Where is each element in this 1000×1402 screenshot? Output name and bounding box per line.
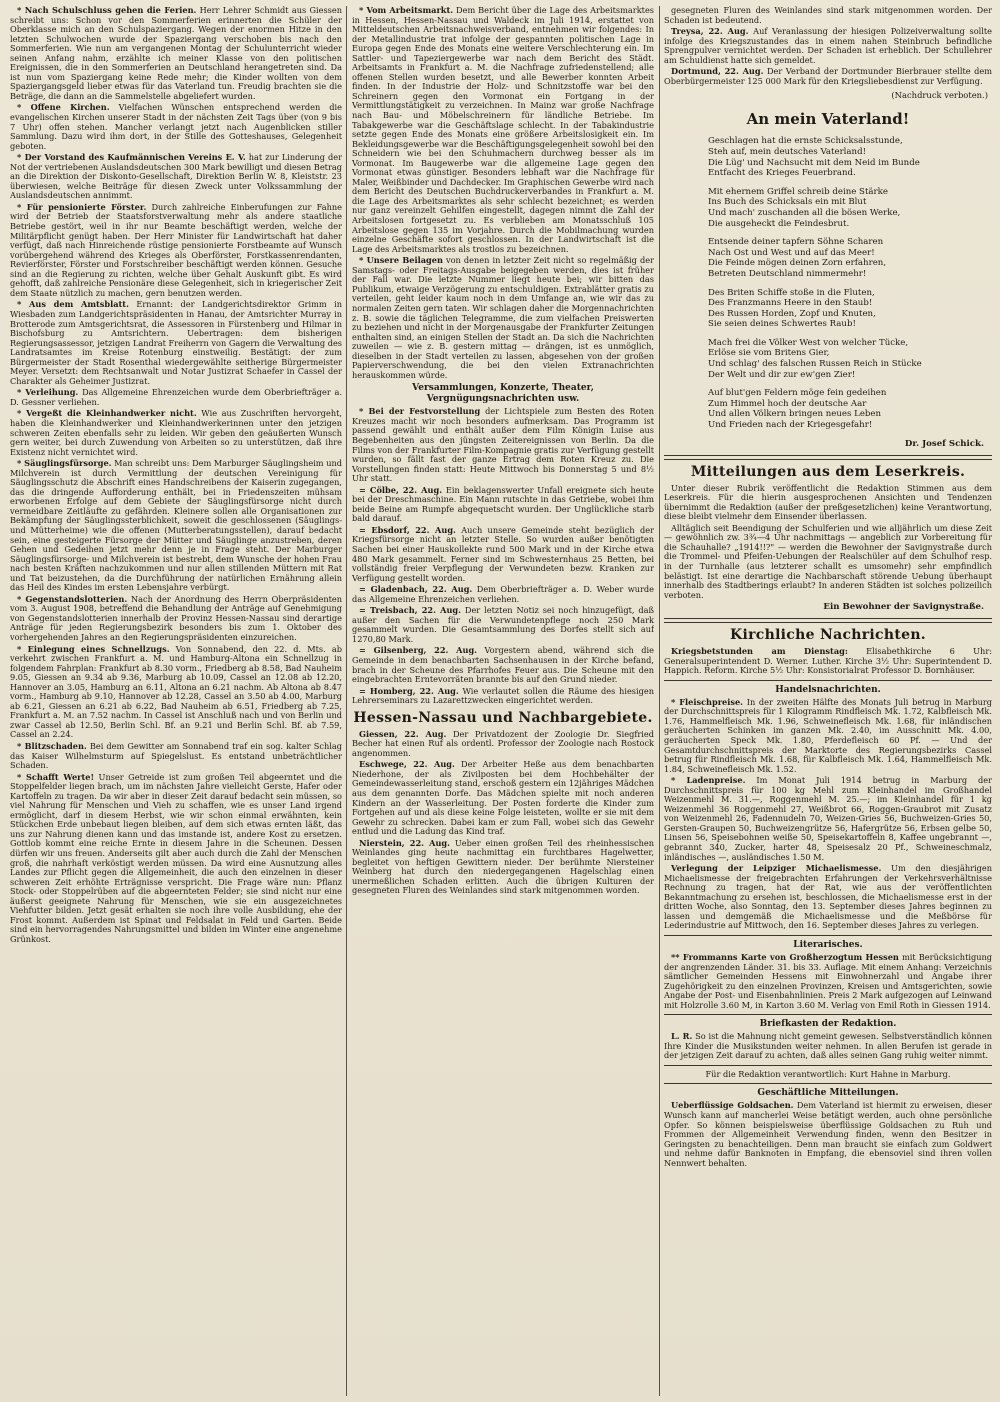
- divider: [664, 1065, 992, 1066]
- trade-section-title: Handelsnachrichten.: [775, 684, 881, 695]
- poem-stanza: [708, 136, 984, 178]
- poem-line: Mit ehernem Griffel schreib deine Stärke: [708, 186, 888, 197]
- poem-line: Ins Buch des Schicksals ein mit Blut: [708, 197, 867, 208]
- article-paragraph: Nierstein, 22. Aug. Ueber einen großen Teil des rheinhessischen Weinlandes ging heute nachmittag ein furchtbares Hagelwetter, begleitet von heftigen Gewittern nieder. Der berühmte Niersteiner Weinberg hat durch den niedergegangenen Hagelschlag einen unermeßlichen Schaden erlitten. Auch die übrigen Kulturen der gesegneten Fluren des Weinlandes sind stark mitgenommen worden.: [352, 837, 654, 896]
- article-paragraph: Treysa, 22. Aug. Auf Veranlassung der hiesigen Polizeiverwaltung sollte infolge des Kriegszustandes das in einem nahen Steinbruch befindliche Sprengpulver vernichtet werden. Der Schaden ist erheblich. Der Schullehrer am Schuldienst hatte sich gemeldet.: [664, 26, 992, 65]
- column-middle: [352, 6, 654, 1396]
- article-paragraph: = Treisbach, 22. Aug. Der letzten Notiz sei noch hinzugefügt, daß außer den Sachen für die Verwundetenpflege noch 250 Mark gesammelt wurden. Die Gesamtsammlung des Dorfes stellt sich auf 1270,80 Mark.: [352, 605, 654, 644]
- local-news-continued: [664, 6, 992, 86]
- poem-line: Zum Himmel hoch der deutsche Aar: [708, 398, 867, 409]
- poem-line: Und schlag' des falschen Russen Reich in Stücke: [708, 359, 922, 370]
- poem-stanza: [708, 187, 984, 229]
- article-paragraph: gesegneten Fluren des Weinlandes sind stark mitgenommen worden. Der Schaden ist bedeutend.: [664, 6, 992, 25]
- divider: [664, 1014, 992, 1015]
- responsible-editor: Für die Redaktion verantwortlich: Kurt Hahne in Marburg.: [705, 1068, 951, 1079]
- article-paragraph: * Vergeßt die Kleinhandwerker nicht. Wie aus Zuschriften hervorgeht, haben die Kleinhandwerker und Kleinhandwerkerinnen unter den jetzigen schweren Zeiten ebenfalls sehr zu leiden. Wir geben den geäußerten Wunsch gern weiter, bei durch Zuwendung von Arbeiten so zu unterstützen, daß ihre Existenz nicht vernichtet wird.: [10, 408, 342, 457]
- divider: [664, 1083, 992, 1084]
- column-rule-1: [346, 6, 347, 1396]
- poem-line: Steh auf, mein deutsches Vaterland!: [708, 146, 867, 157]
- literature-notice: ** Frommanns Karte von Großherzogtum Hessen mit Berücksichtigung der angrenzenden Länder. 31. bis 33. Auflage. Mit einem Anhang: Verzeichnis sämtlicher Gemeinden Hessens mit Einwohnerzahl und Angabe ihrer Zugehörigkeit zu den einzelnen Provinzen, Kreisen und Amtsgerichten, sowie Angabe der Post- und Eisenbahnlinien. Preis 2 Mark aufgezogen auf Leinwand mit Holzrolle 3.60 M, in Karton 3.60 M. Verlag von Emil Roth in Giessen 1914.: [664, 951, 992, 1010]
- business-notice: Ueberflüssige Goldsachen. Dem Vaterland ist hiermit zu erweisen, dieser Wunsch kann auf mancherlei Weise betätigt werden, auch ohne persönliche Opfer. So können beispielsweise überflüssige Goldsachen zu Ruh und Frommen der Allgemeinheit Verwendung finden, wenn den Besitzer in Geringsten zu benachteiligen. Denn man braucht sie einfach zum Goldwert und nehme dafür Banknoten in Empfang, die ebensoviel sind ihren vollen Nennwert behalten.: [664, 1100, 992, 1168]
- church-notice: Kriegsbetstunden am Dienstag: Elisabethkirche 6 Uhr: Generalsuperintendent D. Werner. Luther. Kirche 3½ Uhr: Superintendent D. Happich. Reform. Kirche 5½ Uhr: Konsistorialrat Professor D. Bornhäuser.: [664, 646, 992, 676]
- article-paragraph: * Verleihung. Das Allgemeine Ehrenzeichen wurde dem Oberbriefträger a. D. Gessner verliehen.: [10, 387, 342, 407]
- article-paragraph: * Schafft Werte! Unser Getreide ist zum großen Teil abgeerntet und die Stoppelfelder liegen brach, um im nächsten Jahre vielleicht Gerste, Hafer oder Kartoffeln zu tragen. Da wir aber in dieser Zeit darauf bedacht sein müssen, so viel Nahrung für Menschen und Vieh zu schaffen, wie es unser Land irgend ermöglicht, darf in diesem Herbst, wie wir schon einmal erwähnten, kein Stückchen Erde unbebaut liegen bleiben, auf dem sich etwas ernten läßt, das uns zur Nahrung dienen kann und das imstande ist, andere Kost zu ersetzen. Gottlob kommt eine reiche Ernte in diesem Jahre in die Scheunen. Dessen dürfen wir uns freuen. Anderseits gilt aber auch durch die Zahl der Menschen groß, die nahrhaft verköstigt werden müssen. Da wird eine Ausnutzung alles Landes zur Pflicht gegen die Allgemeinheit, die auch den einzelnen in dieser schweren Zeit erhöhte Erträgnisse verspricht. Die Frage wäre nun: Pflanz Stock- oder Stoppelrüben auf die abgeernteten Felder; sie sind nicht nur eine äußerst geeignete Nahrung für Menschen, wie sie ein ausgezeichnetes Viehfutter bilden. Jetzt gesät erhalten sie noch ihre volle Ausbildung, ehe der Frost kommt. Außerdem ist Spinat und Feldsalat in Feld und Garten. Beide sind ein hervorragendes Nahrungsmittel und bilden im Winter eine angenehme Grünkost.: [10, 771, 342, 944]
- reprint-note: (Nachdruck verboten.): [891, 90, 988, 101]
- article-paragraph: * Gegenstandslotterien. Nach der Anordnung des Herrn Oberpräsidenten vom 3. August 1908, betreffend die Behandlung der Anträge auf Genehmigung von Gegenstandslotterien innerhalb der Provinz Hessen-Nassau sind derartige Anträge für jeden Regierungsbezirk besonders bis zum 1. Oktober des vorhergehenden Jahres an den Regierungspräsidenten einzureichen.: [10, 593, 342, 642]
- article-paragraph: * Offene Kirchen. Vielfachen Wünschen entsprechend werden die evangelischen Kirchen unserer Stadt in der nächsten Zeit Tags über (von 9 bis 7 Uhr) offen stehen. Mancher verlangt jetzt nach Augenblicken stiller Sammlung. Dazu wird ihm dort, in der Stille des Gotteshauses, Gelegenheit geboten.: [10, 102, 342, 151]
- article-paragraph: * Ladenpreise. Im Monat Juli 1914 betrug in Marburg der Durchschnittspreis für 100 kg Mehl zum Kleinhandel im Großhandel Weizenmehl M. 31.—, Roggenmehl M. 25.—; im Kleinhandel für 1 kg Weizenmehl 36 Roggenmehl 27, Weißbrot 66, Roggen-Graubrot mit Zusatz von Weizenmehl 26, Fadennudeln 70, Weizen-Gries 56, Buchweizen-Gries 50, Gersten-Graupen 50, Buchweizengrütze 56, Hafergrütze 56, Erbsen gelbe 50, Linsen 56, Speisebohnen weiße 50, Speisekartoffeln 8, Kaffee ungebrannt —, gebrannt 340, Zucker, harter 48, Speisesalz 20 Pf., Schweineschmalz, inländisches —, ausländisches 1.50 M.: [664, 775, 992, 862]
- column-rule-2: [659, 6, 660, 1396]
- section-heading: Versammlungen, Konzerte, Theater, Vergnügungsnachrichten usw.: [412, 383, 594, 405]
- poem-body: [664, 136, 992, 430]
- column-left: [10, 6, 342, 1396]
- poem-line: Betreten Deutschland nimmermehr!: [708, 268, 867, 279]
- article-paragraph: = Gilsenberg, 22. Aug. Vorgestern abend, während sich die Gemeinde in dem benachbarten Sachsenhausen in der Kirche befand, brach in der Scheune des Pfarrhofes Feuer aus. Die Scheune mit den eingebrachten Erntevorräten brannte bis auf den Grund nieder.: [352, 645, 654, 685]
- article-paragraph: * Blitzschaden. Bei dem Gewitter am Sonnabend traf ein sog. kalter Schlag das Kaiser Wilhelmsturm auf Spiegelslust. Es entstand unbeträchtlicher Schaden.: [10, 741, 342, 771]
- article-paragraph: * Vom Arbeitsmarkt. Dem Bericht über die Lage des Arbeitsmarktes in Hessen, Hessen-Nassau und Waldeck im Juli 1914, erstattet von Mitteldeutschen Arbeitsnachweisverband, entnehmen wir folgendes: In der Metallindustrie trat infolge der gespannten politischen Lage in Europa gegen Ende des Monats eine weitere Verschlechterung ein. Im Sattler- und Tapeziergewerbe war nach dem Bericht des Städt. Arbeitsamts in Frankfurt a. M. die Nachfrage zufriedenstellend; alle offenen Stellen wurden besetzt, und alle Bewerber konnten Arbeit finden. In der Industrie der Holz- und Schnitzstoffe war bei den Schreinern gegen den Vormonat ein Fortgang in der Vermittlungstätigkeit zu verzeichnen. In Mainz war große Nachfrage nach Bau- und Möbelschreinern für ländliche Betriebe. Im Tabakgewerbe war die Geschäftslage schlecht. In der Tabakindustrie setzte gegen Ende des Monats eine größere Arbeitslosigkeit ein. Im Bekleidungsgewerbe war die Beschäftigungsgelegenheit sowohl bei den Schneidern wie bei den Schuhmachern durchweg besser als im Vormonat. Im Baugewerbe war die allgemeine Lage gegen den Vormonat etwas günstiger. Besonders lebhaft war die Nachfrage für Maler, Weißbinder und Dachdecker. Im Graphischen Gewerbe wird nach dem Bericht des Deutschen Buchdruckerverbandes in Frankfurt a. M. die Lage des Arbeitsmarktes als sehr schlecht bezeichnet; es werden nur ganz vereinzelt Gehilfen eingestellt, dagegen nimmt die Zahl der Arbeitslosen fortgesetzt zu. Es verblieben am Monatsschluß 105 Arbeitslose gegen 135 im Vorjahre. Durch die Mobilmachung wurden einzelne Geschäfte sofort geschlossen. In der Landwirtschaft ist die Lage des Arbeitsmarktes als trostlos zu bezeichnen.: [352, 6, 654, 254]
- article-paragraph: = Gladenbach, 22. Aug. Dem Oberbriefträger a. D. Weber wurde das Allgemeine Ehrenzeichen verliehen.: [352, 584, 654, 604]
- article-paragraph: * Einlegung eines Schnellzugs. Von Sonnabend, den 22. d. Mts. ab verkehrt zwischen Frankfurt a. M. und Hamburg-Altona ein Schnellzug in folgendem Fahrplan: Frankfurt ab 8.30 vorm., Friedberg ab 8.58, Bad Nauheim 9.05, Giessen an 9.34 ab 9.36, Marburg ab 10.09, Cassel an 12.08 ab 12.20, Hannover an 3.05, Hamburg an 6.11, Altona an 6.21 nachm. Ab Altona ab 8.47 vorm., Hamburg ab 9.10, Hannover ab 12.28, Cassel an 3.50 ab 4.00, Marburg ab 6.21, Giessen an 6.21 ab 6.22, Bad Nauheim ab 6.51, Friedberg ab 7.25, Frankfurt a. M. an 7.52 nachm. In Cassel ist Anschluß nach und von Berlin und zwar Cassel ab 12.50, Berlin Schl. Bf. an 9.21 und Berlin Schl. Bf. ab 7.59, Cassel an 2.24.: [10, 643, 342, 740]
- article-paragraph: * Für pensionierte Förster. Durch zahlreiche Einberufungen zur Fahne wird der Betrieb der Staatsforstverwaltung mehr als andere staatliche Betriebe gestört, weil in ihr nur Beamte beschäftigt werden, welche der Militärpflicht genügt haben. Der Herr Minister für Landwirtschaft hat daher verfügt, daß nach Hinreichende rüstige pensionierte Forstbeamte auf Wunsch vorübergehend während des Krieges als Oberförster, Forstkassenrendanten, Revierförster, Förster und Forstschreiber beschäftigt werden können. Gesuche sind an die Regierung zu richten, welche über Gehalt Auskunft gibt. Es wird gehofft, daß zahlreiche Pensionäre diese Gelegenheit, sich in kriegerischer Zeit dem Staate nützlich zu machen, gern benutzen werden.: [10, 201, 342, 298]
- poem-line: Die Feinde mögen deinen Zorn erfahren,: [708, 258, 887, 269]
- article-paragraph: * Nach Schulschluss gehen die Ferien. Herr Lehrer Schmidt aus Giessen schreibt uns: Schon vor den Sommerferien erinnerten die Schüler der Oberklasse mich an den Schulspaziergang. Wegen der enormen Hitze in den letzten Schulwochen wurde der Spaziergang verschoben bis nach den Sommerferien. Wie nun am vergangenen Montag der Schulunterricht wieder seinen Anfang nahm, erzählte ich meiner Klasse von den politischen Ereignissen, die in den Sommerferien an Deutschland herangetreten sind. Da ist nun vom Spaziergang keine Rede mehr; die Kinder wollten von dem Spaziergangsgeld lieber etwas für das Vaterland tun. Freudig brachten sie die Beträge, die dann an die Sammelstelle abgeliefert wurden.: [10, 6, 342, 101]
- poem-line: Entfacht des Krieges Feuerbrand.: [708, 168, 856, 179]
- readers-signature: Ein Bewohner der Savignystraße.: [823, 602, 984, 613]
- poem-line: Sie seien deines Schwertes Raub!: [708, 319, 856, 330]
- poem-author: Dr. Josef Schick.: [904, 438, 984, 449]
- poem-line: Geschlagen hat die ernste Schicksalsstunde,: [708, 136, 903, 147]
- poem-stanza: [708, 237, 984, 279]
- article-paragraph: * Bei der Festvorstellung der Lichtspiele zum Besten des Roten Kreuzes macht wir noch besonders aufmerksam. Das Programm ist passend gewählt und enthält außer dem Film Königin Luise aus Begebenheiten aus den jüngsten Zeitereignissen von Berlin. Da die Films von der Frankfurter Film-Kompagnie gratis zur Verfügung gestellt wurden, so fällt fast der ganze Ertrag dem Roten Kreuz zu. Die Vorstellungen finden statt: Heute Mittwoch bis Donnerstag 5 und 8½ Uhr statt.: [352, 406, 654, 484]
- article-paragraph: Alltäglich seit Beendigung der Schulferien und wie alljährlich um diese Zeit — gewöhnlich zw. 3¾—4 Uhr nachmittags — angeblich zur Vorbereitung für die Schauhalle? „1914!!?" — werden die Bewohner der Savignystraße durch die Trommel- und Pfeifen-Uebungen der Realschüler auf dem Schulhof resp. in der Turnhalle (aus letzterer schallt es umsomehr) sehr empfindlich belästigt. Ist eine derartige die Nachbarschaft störende Uebung überhaupt innerhalb des Stadtberings erlaubt? In anderen Städten ist solches polizeilich verboten.: [664, 522, 992, 600]
- article-paragraph: * Fleischpreise. In der zweiten Hälfte des Monats Juli betrug in Marburg der Durchschnittspreis für 1 Kilogramm Rindfleisch Mk. 1.72, Kalbfleisch Mk. 1.76, Hammelfleisch Mk. 1.96, Schweinefleisch Mk. 1.68, für inländischen geräucherten Schinken im ganzen Mk. 2.40, im Ausschnitt Mk. 4.00, geräucherten Speck Mk. 1.80, Pferdefleisch 60 Pf. — Und der Gesamtdurchschnittspreis der Marktorte des Regierungsbezirks Cassel betrug für Rindfleisch Mk. 1.68, für Kalbfleisch Mk. 1.64, Hammelfleisch Mk. 1.84, Schweinefleisch Mk. 1.52.: [664, 696, 992, 774]
- article-paragraph: Verlegung der Leipziger Michaelismesse. Um den diesjährigen Michaelismesse der freigebrachten Erfahrungen der Verkehrsverhältnisse Rechnung zu tragen, hat der Rat, wie aus der veröffentlichten Bekanntmachung zu ersehen ist, beschlossen, die Michaelismesse erst in der dritten Woche, also Sonntag, den 13. September dieses Jahres beginnen zu lassen und demgemäß die Michaelismesse und die Meßbörse für Lederindustrie auf Mittwoch, den 16. September dieses Jahres zu verlegen.: [664, 863, 992, 931]
- business-section-title: Geschäftliche Mitteilungen.: [757, 1088, 899, 1099]
- poem-line: Des Franzmanns Heere in den Staub!: [708, 298, 873, 309]
- poem-line: Nach Ost und West und auf das Meer!: [708, 247, 875, 258]
- readers-section-title: Mitteilungen aus dem Leserkreis.: [690, 463, 966, 480]
- article-paragraph: = Cölbe, 22. Aug. Ein beklagenswerter Unfall ereignete sich heute bei der Dreschmaschine. Ein Mann rutschte in das Getriebe, wobei ihm beide Beine am Rumpfe abgequetscht wurden. Der Unglückliche starb bald darauf.: [352, 484, 654, 524]
- poem-line: Erlöse sie vom Britens Gier,: [708, 348, 830, 359]
- poem-stanza: [708, 388, 984, 430]
- article-paragraph: = Homberg, 22. Aug. Wie verlautet sollen die Räume des hiesigen Lehrerseminars zu Lazarettzwecken eingerichtet werden.: [352, 685, 654, 706]
- article-paragraph: * Unsere Beilagen von denen in letzter Zeit nicht so regelmäßig der Samstags- oder Freitags-Ausgabe beigegeben werden, dies ist früher der Fall war. Die letzte Nummer liegt heute bei; wir bitten das Publikum, etwaige Verzögerung zu entschuldigen. Extrablätter gratis zu verteilen, geht leider kaum noch in dem Umfange an, wie wir das zu normalen Zeiten gern taten. Wir schlagen daher die Morgennachrichten z. B. sowie die täglichen Telegramme, die zum vielfachen Preiswerten zu beziehen und nicht in der Morgenausgabe der Frankfurter Zeitungen enthalten sind, an einigen Stellen der Stadt an. Da sich die Nachrichten zuweilen — wie z. B. gestern mittag — drängen, ist es unmöglich, dieselben in der Stadt verteilen zu lassen, abgesehen von der großen Papierverschwendung, die bei den vielen Extranachrichten herauskommen würde.: [352, 255, 654, 380]
- article-paragraph: = Ebsdorf, 22. Aug. Auch unsere Gemeinde steht bezüglich der Kriegsfürsorge nicht an letzter Stelle. So wurden außer benötigten Sachen bei einer Hauskollekte rund 500 Mark und in der Kirche etwa 480 Mark gesammelt. Ferner sind im Schwesternhaus 25 Betten, bei vollständig freier Verpflegung der Verwundeten bezw. Kranken zur Verfügung gestellt worden.: [352, 524, 654, 583]
- trade-section-body: [664, 698, 992, 931]
- church-section-title: Kirchliche Nachrichten.: [730, 627, 926, 644]
- readers-section-body: [664, 484, 992, 601]
- poem-line: Mach frei die Völker West von welcher Tücke,: [708, 337, 909, 348]
- section-heading: Hessen-Nassau und Nachbargebiete.: [353, 709, 653, 726]
- article-paragraph: Unter dieser Rubrik veröffentlicht die Redaktion Stimmen aus dem Leserkreis. Für die hierin ausgesprochenen Ansichten und Tendenzen übernimmt die Redaktion (außer der preßgesetzlichen) keine Verantwortung, diese bleibt vielmehr dem Einsender überlassen.: [664, 482, 992, 522]
- poem-stanza: [708, 288, 984, 330]
- article-paragraph: Giessen, 22. Aug. Der Privatdozent der Zoologie Dr. Siegfried Becher hat einen Ruf als ordentl. Professor der Zoologie nach Rostock angenommen.: [352, 728, 654, 758]
- poem-line: Der Welt und dir zur ew'gen Zier!: [708, 369, 856, 380]
- poem-line: Und allen Völkern bringen neues Leben: [708, 409, 882, 420]
- article-paragraph: Dortmund, 22. Aug. Der Verband der Dortmunder Bierbrauer stellte dem Oberbürgermeister 125 000 Mark für den Kriegsliebesdienst zur Verfügung.: [664, 66, 992, 86]
- mailbox-section-title: Briefkasten der Redaktion.: [759, 1019, 897, 1030]
- column-right: [664, 6, 992, 1396]
- mailbox-notice: L. R. So ist die Mahnung nicht gemeint gewesen. Selbstverständlich können Ihre Kinder die Musikstunden weiter nehmen. In allen Berufen ist gerade in der jetzigen Zeit darauf zu achten, daß alles seinen Gang ruhig weiter nimmt.: [664, 1031, 992, 1061]
- poem-line: Des Russen Horden, Zopf und Knuten,: [708, 308, 876, 319]
- article-paragraph: * Aus dem Amtsblatt. Ernannt: der Landgerichtsdirektor Grimm in Wiesbaden zum Landgerichtspräsidenten in Hanau, der Amtsrichter Murray in Brotterode zum Amtsgerichtsrat, die Assessoren in Fürstenberg und Hilmar in Bischofsburg zu Amtsrichtern. Uebertragen: dem bisherigen Regierungsassessor, jetzigen Landrat Freiherrn von Gagern die Verwaltung des Landratsamtes im Kreise Rotenburg einstweilig. Bestätigt: der zum Bürgermeister der Stadt Rosenthal wiedergewählte seitherige Bürgermeister Meyer. Versetzt: dem Rechtsanwalt und Notar Justizrat Schaefer in Cassel der Charakter als Geheimer Justizrat.: [10, 299, 342, 386]
- literature-section-title: Literarisches.: [793, 939, 863, 950]
- poem-title: An mein Vaterland!: [746, 110, 910, 129]
- poem-line: Und mach' zuschanden all die bösen Werke,: [708, 207, 901, 218]
- poem-line: Auf blut'gen Feldern möge fein gedeihen: [708, 388, 887, 399]
- divider: [664, 455, 992, 460]
- poem-stanza: [708, 338, 984, 380]
- poem-line: Die ausgeheckt die Feindesbrut.: [708, 218, 850, 229]
- poem-line: Entsende deiner tapfern Söhne Scharen: [708, 237, 884, 248]
- divider: [664, 935, 992, 936]
- divider: [664, 680, 992, 681]
- poem-line: Des Briten Schiffe stoße in die Fluten,: [708, 287, 875, 298]
- article-paragraph: Eschwege, 22. Aug. Der Arbeiter Heße aus dem benachbarten Niederhone, der als Zivilposten bei dem Hochbehälter der Gemeindewasserleitung stand, erschoß gestern ein 12jähriges Mädchen aus dem genannten Dorfe. Das Mädchen spielte mit noch anderen Kindern an der Wasserleitung. Der Posten forderte die Kinder zum Fortgehen auf und als diese keine Folge leisteten, wollte er sie mit dem Gewehr zu schrecken. Dabei kam er zum Fall, wobei sich das Gewehr entlud und die Ladung das Kind traf.: [352, 759, 654, 837]
- article-paragraph: * Säuglingsfürsorge. Man schreibt uns: Dem Marburger Säuglingsheim und Milchverein ist durch Vermittlung der deutschen Vereinigung für Säuglingsschutz die Abschrift eines Handschreibens der Kaiserin zugegangen, das die dringende Aufforderung enthält, bei in Friedenszeiten mühsam erworbenen Erfolge auf dem Gebiete der Säuglingsfürsorge nicht durch vermeidbare Zeitläufte zu gefährden. Kleinere sollen alle Organisationen zur Bekämpfung der Säuglingssterblichkeit, soweit die geschlossenen (Säuglings- und Mütterheime) wie die offenen (Mutterberatungsstellen), darauf bedacht sein, eine gesteigerte Fürsorge der Mütter und Säuglinge anzustreben, deren Gehen und Gedeihen jetzt mehr denn je in Frage steht. Der Marburger Säuglingsfürsorge- und Milchverein ist bestrebt, dem Wunsche der hohen Frau nach besten Kräften nachzukommen und nur allen stillenden Müttern mit Rat und Tat beizustehen, da die Durchführung der natürlichen Ernährung allein das Heil des Kindes im ersten Lebensjahre verbürgt.: [10, 458, 342, 593]
- poem-line: Die Lüg' und Nachsucht mit dem Neid im Bunde: [708, 157, 920, 168]
- article-paragraph: * Der Vorstand des Kaufmännischen Vereins E. V. hat zur Linderung der Not der vertriebenen Auslandsdeutschen 300 Mark bewilligt und diesen Betrag an die Direktion der Diskonto-Gesellschaft, Direktion Berlin W. 8, Kleiststr. 23 überwiesen, welche Beiträge für diesen Zweck unter Volkssammlung der Auslandsdeutschen annimmt.: [10, 152, 342, 201]
- divider: [664, 618, 992, 623]
- poem-line: Und Frieden nach der Kriegesgefahr!: [708, 420, 873, 431]
